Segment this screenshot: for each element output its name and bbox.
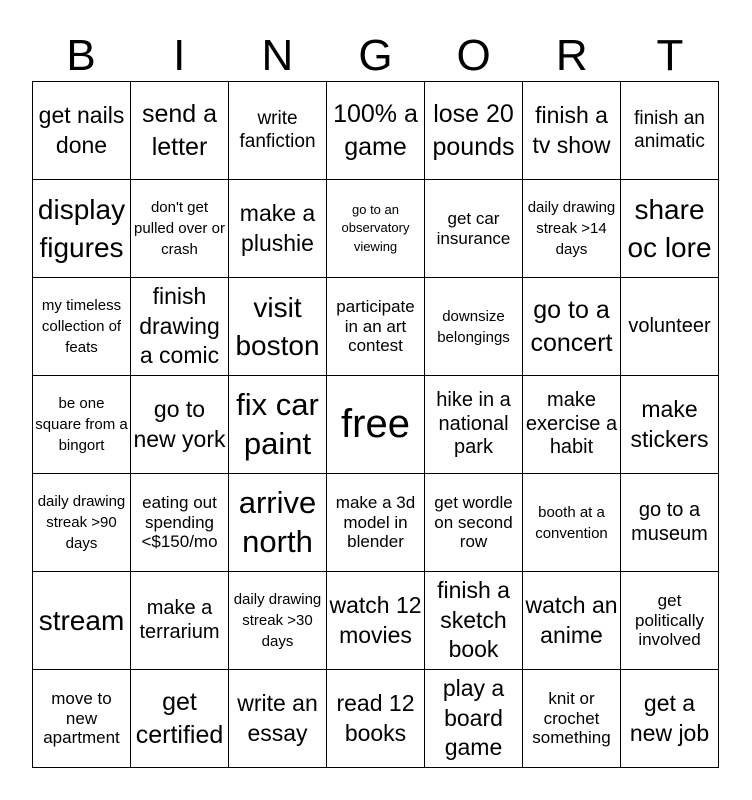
bingo-cell[interactable] — [523, 278, 621, 376]
bingo-cell-text: get certified — [135, 688, 224, 749]
bingo-cell-text: finish an animatic — [634, 108, 705, 152]
bingo-cell-text: daily drawing streak >90 days — [37, 493, 126, 552]
bingo-cell-text: lose 20 pounds — [432, 100, 515, 161]
bingo-cell-text: send a letter — [141, 100, 218, 161]
bingo-cell-text: get wordle on second row — [434, 492, 513, 552]
bingo-cell[interactable] — [621, 670, 719, 768]
bingo-cell[interactable] — [131, 82, 229, 180]
bingo-cell-text: make a terrarium — [139, 597, 220, 643]
bingo-cell-text: 100% a game — [333, 100, 418, 161]
bingo-cell-text: visit boston — [235, 291, 320, 361]
bingo-cell-text: my timeless collection of feats — [41, 297, 122, 356]
bingo-cell[interactable] — [33, 82, 131, 180]
bingo-cell[interactable] — [425, 82, 523, 180]
header-letter: O — [456, 31, 491, 80]
bingo-cell-text: be one square from a bingort — [35, 395, 128, 454]
bingo-cell[interactable] — [523, 82, 621, 180]
bingo-cell[interactable] — [229, 572, 327, 670]
bingo-cell[interactable] — [33, 278, 131, 376]
bingo-cell-text: write an essay — [237, 689, 318, 746]
bingo-cell-text: watch an anime — [525, 591, 618, 648]
bingo-cell-text: go to new york — [133, 395, 226, 452]
bingo-cell[interactable] — [33, 474, 131, 572]
bingo-header — [32, 30, 719, 82]
bingo-cell-text: share oc lore — [627, 193, 712, 263]
bingo-cell-text: read 12 books — [336, 689, 415, 746]
bingo-cell-text: get nails done — [38, 101, 125, 158]
bingo-cell-text: participate in an art contest — [336, 296, 415, 356]
bingo-cell[interactable] — [523, 572, 621, 670]
bingo-cell[interactable] — [229, 376, 327, 474]
bingo-cell[interactable] — [33, 376, 131, 474]
header-letter: G — [358, 31, 393, 80]
bingo-cell-text: finish a tv show — [532, 101, 611, 158]
bingo-cell[interactable] — [327, 180, 425, 278]
bingo-cell-text: make a plushie — [239, 199, 316, 256]
bingo-cell[interactable] — [131, 180, 229, 278]
header-letter: N — [261, 31, 294, 80]
bingo-cell[interactable] — [523, 670, 621, 768]
bingo-cell[interactable] — [621, 180, 719, 278]
bingo-cell[interactable] — [229, 180, 327, 278]
bingo-cell[interactable] — [621, 376, 719, 474]
bingo-cell[interactable] — [621, 278, 719, 376]
bingo-cell[interactable] — [327, 376, 425, 474]
bingo-cell[interactable] — [425, 180, 523, 278]
bingo-cell-text: fix car paint — [236, 386, 319, 461]
bingo-cell-text: daily drawing streak >30 days — [233, 591, 322, 650]
bingo-cell-text: get politically involved — [635, 590, 704, 650]
bingo-cell[interactable] — [327, 474, 425, 572]
bingo-cell[interactable] — [229, 670, 327, 768]
bingo-cell[interactable] — [229, 278, 327, 376]
bingo-cell[interactable] — [425, 474, 523, 572]
bingo-cell-text: go to a museum — [631, 499, 708, 545]
bingo-cell[interactable] — [131, 376, 229, 474]
bingo-cell[interactable] — [131, 474, 229, 572]
bingo-cell-text: finish a sketch book — [437, 576, 510, 663]
bingo-cell-text: get a new job — [629, 689, 710, 746]
bingo-cell-text: don't get pulled over or crash — [134, 199, 225, 258]
bingo-cell[interactable] — [229, 82, 327, 180]
bingo-cell-text: display figures — [37, 193, 126, 263]
bingo-cell-text: eating out spending <$150/mo — [141, 492, 218, 552]
bingo-cell-text: play a board game — [442, 674, 505, 761]
bingo-board — [32, 81, 719, 768]
bingo-cell[interactable] — [425, 278, 523, 376]
bingo-cell[interactable] — [621, 82, 719, 180]
bingo-cell[interactable] — [229, 474, 327, 572]
header-letter: T — [656, 31, 684, 80]
bingo-cell[interactable] — [131, 572, 229, 670]
bingo-cell-text: finish drawing a comic — [139, 282, 220, 369]
bingo-cell-text: daily drawing streak >14 days — [527, 199, 616, 258]
bingo-cell[interactable] — [523, 180, 621, 278]
bingo-cell-text: booth at a convention — [535, 503, 608, 542]
bingo-cell[interactable] — [523, 474, 621, 572]
bingo-cell-text: volunteer — [628, 314, 711, 337]
bingo-cell-text: write fanfiction — [239, 108, 316, 152]
bingo-cell[interactable] — [131, 670, 229, 768]
bingo-cell[interactable] — [523, 376, 621, 474]
bingo-cell[interactable] — [621, 474, 719, 572]
bingo-cell-text: arrive north — [238, 484, 317, 559]
bingo-cell[interactable] — [425, 376, 523, 474]
bingo-cell-text: hike in a national park — [436, 389, 511, 459]
bingo-cell-text: make a 3d model in blender — [335, 492, 416, 552]
header-letter: B — [66, 31, 96, 80]
bingo-cell[interactable] — [327, 82, 425, 180]
bingo-cell-text: watch 12 movies — [329, 591, 422, 648]
bingo-cell[interactable] — [621, 572, 719, 670]
bingo-cell-text: make stickers — [630, 395, 709, 452]
bingo-cell-text: stream — [38, 604, 125, 636]
bingo-cell[interactable] — [327, 670, 425, 768]
bingo-cell[interactable] — [33, 180, 131, 278]
bingo-cell[interactable] — [327, 572, 425, 670]
bingo-cell-text: move to new apartment — [43, 688, 120, 748]
bingo-cell[interactable] — [425, 572, 523, 670]
bingo-cell-text: get car insurance — [436, 208, 511, 248]
bingo-cell[interactable] — [33, 670, 131, 768]
bingo-cell[interactable] — [327, 278, 425, 376]
bingo-cell-text: go to a concert — [530, 296, 613, 357]
header-letter: I — [173, 31, 186, 80]
bingo-cell[interactable] — [425, 670, 523, 768]
bingo-cell-text: go to an observatory viewing — [341, 202, 410, 254]
header-letter: R — [555, 31, 588, 80]
bingo-cell-text: downsize belongings — [437, 307, 510, 346]
bingo-cell[interactable] — [33, 572, 131, 670]
bingo-cell-text: free — [341, 402, 410, 447]
bingo-cell-text: make exercise a habit — [525, 389, 618, 459]
bingo-cell-text: knit or crochet something — [532, 688, 611, 748]
bingo-cell[interactable] — [131, 278, 229, 376]
